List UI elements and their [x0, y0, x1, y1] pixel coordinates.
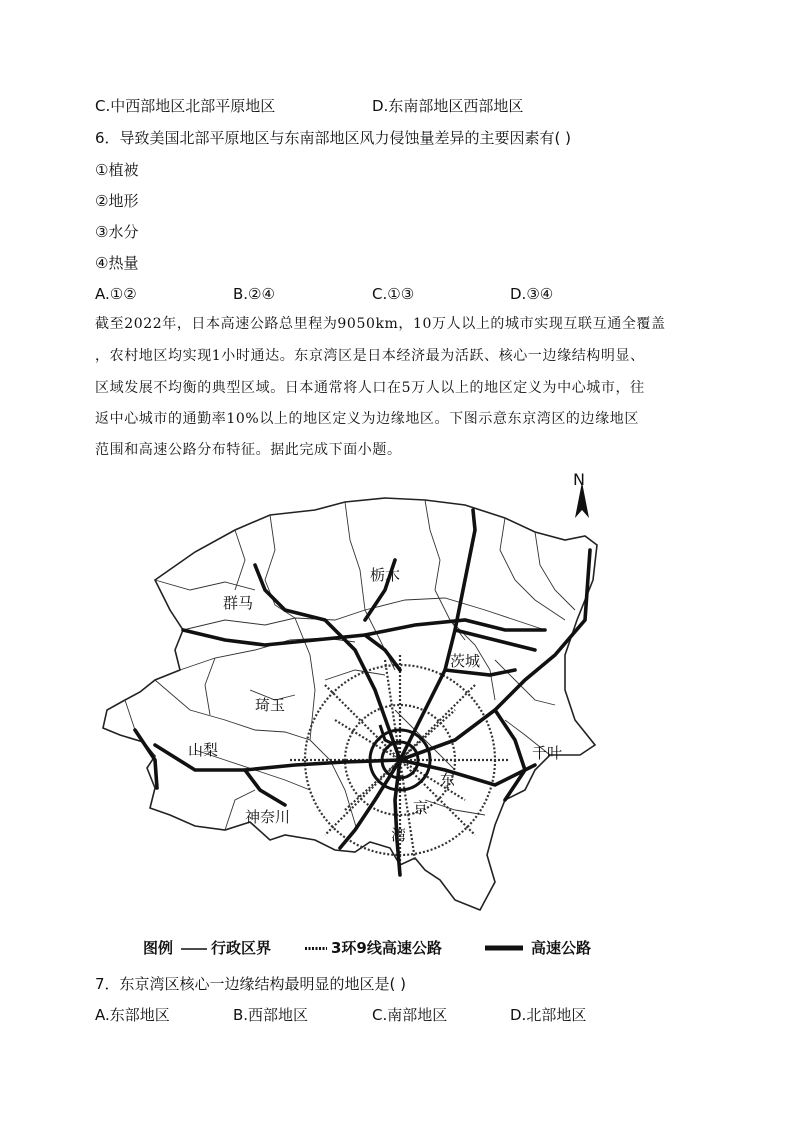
label-chiba: 千叶	[532, 744, 563, 762]
q6-option-a: A.①②	[95, 285, 137, 303]
q5-option-c: C.中西部地区北部平原地区	[95, 97, 276, 115]
legend-title: 图例	[143, 939, 174, 957]
passage-line-4: 返中心城市的通勤率10%以上的地区定义为边缘地区。下图示意东京湾区的边缘地区	[95, 411, 639, 427]
q6-factor-4: ④热量	[95, 254, 139, 272]
north-arrow-icon	[573, 470, 589, 518]
tokyo-bay-area-map	[95, 470, 610, 920]
label-ibaraki: 茨城	[450, 652, 481, 670]
q7-option-a: A.东部地区	[95, 1006, 170, 1024]
label-bay-1: 东	[440, 771, 456, 789]
q6-option-d: D.③④	[510, 285, 554, 303]
passage-line-2: ，农村地区均实现1小时通达。东京湾区是日本经济最为活跃、核心一边缘结构明显、	[95, 348, 645, 364]
legend-admin-boundary: 行政区界	[211, 939, 272, 957]
north-label: N	[573, 470, 585, 489]
q6-stem: 6．导致美国北部平原地区与东南部地区风力侵蚀量差异的主要因素有( )	[95, 129, 572, 147]
q6-factor-2: ②地形	[95, 192, 139, 210]
q6-factor-3: ③水分	[95, 223, 139, 241]
q6-factor-1: ①植被	[95, 161, 139, 179]
q7-option-b: B.西部地区	[233, 1006, 309, 1024]
region-outline	[103, 498, 597, 910]
passage-line-1: 截至2022年，日本高速公路总里程为9050km，10万人以上的城市实现互联互通全覆盖	[95, 316, 666, 332]
q5-option-d: D.东南部地区西部地区	[372, 97, 524, 115]
legend-ring-road-icon	[305, 945, 327, 952]
q7-option-d: D.北部地区	[510, 1006, 587, 1024]
label-saitama: 琦玉	[255, 696, 286, 714]
label-gunma: 群马	[223, 594, 254, 612]
legend-ring-roads: 3环9线高速公路	[331, 939, 442, 957]
q6-option-b: B.②④	[233, 285, 275, 303]
q7-stem: 7．东京湾区核心一边缘结构最明显的地区是( )	[95, 975, 407, 993]
label-bay-3: 湾	[391, 826, 407, 844]
legend-admin-line-icon	[181, 946, 207, 952]
label-tochigi: 栃木	[370, 566, 401, 584]
q7-option-c: C.南部地区	[372, 1006, 448, 1024]
passage-line-3: 区域发展不均衡的典型区域。日本通常将人口在5万人以上的地区定义为中心城市，往	[95, 380, 645, 396]
label-yamanashi: 山梨	[188, 741, 219, 759]
label-kanagawa: 神奈川	[245, 808, 291, 826]
label-bay-2: 京	[413, 799, 429, 817]
legend-expressway: 高速公路	[531, 939, 592, 957]
q6-option-c: C.①③	[372, 285, 415, 303]
passage-line-5: 范围和高速公路分布特征。据此完成下面小题。	[95, 442, 402, 458]
legend-expressway-icon	[485, 944, 523, 952]
